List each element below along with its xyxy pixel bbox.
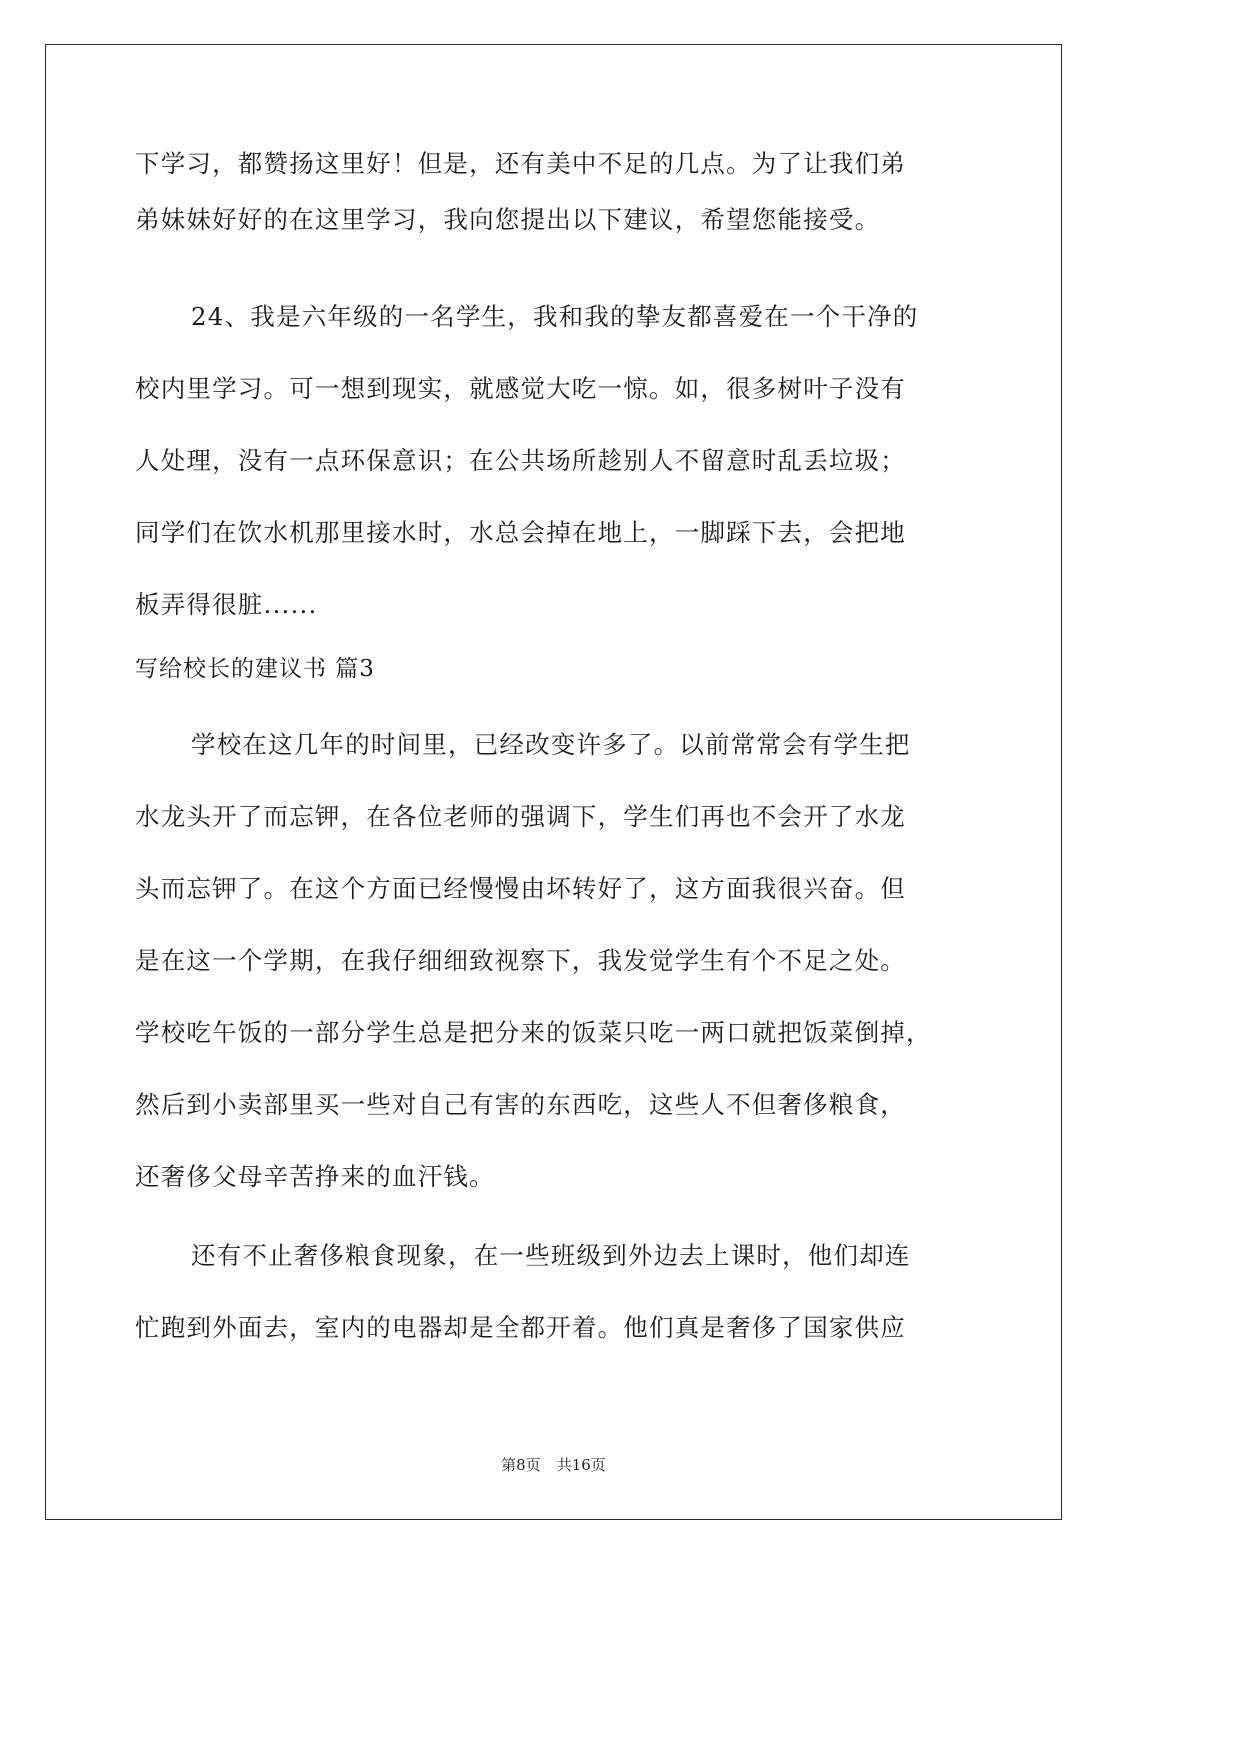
paragraph-line: 24、我是六年级的一名学生，我和我的挚友都喜爱在一个干净的 xyxy=(191,302,919,331)
paragraph-line: 同学们在饮水机那里接水时，水总会掉在地上，一脚踩下去，会把地 xyxy=(135,518,906,547)
paragraph-line: 学校吃午饭的一部分学生总是把分来的饭菜只吃一两口就把饭菜倒掉， xyxy=(135,1018,932,1047)
page-footer xyxy=(0,1454,1107,1475)
section-heading: 写给校长的建议书 篇3 xyxy=(135,656,375,682)
paragraph-line: 然后到小卖部里买一些对自己有害的东西吃，这些人不但奢侈粮食， xyxy=(135,1090,906,1119)
paragraph-line: 弟妹妹好好的在这里学习，我向您提出以下建议，希望您能接受。 xyxy=(135,205,881,234)
paragraph-line: 是在这一个学期，在我仔细细致视察下，我发觉学生有个不足之处。 xyxy=(135,946,906,975)
paragraph-line: 学校在这几年的时间里，已经改变许多了。以前常常会有学生把 xyxy=(191,730,911,759)
page-total: 共16页 xyxy=(556,1456,606,1474)
paragraph-line: 下学习，都赞扬这里好！但是，还有美中不足的几点。为了让我们弟 xyxy=(135,149,906,178)
page-number: 第8页 xyxy=(501,1456,541,1474)
paragraph-line: 板弄得很脏...... xyxy=(135,590,318,619)
paragraph-line: 水龙头开了而忘钾，在各位老师的强调下，学生们再也不会开了水龙 xyxy=(135,802,906,831)
paragraph-line: 头而忘钾了。在这个方面已经慢慢由坏转好了，这方面我很兴奋。但 xyxy=(135,874,906,903)
paragraph-line: 还有不止奢侈粮食现象，在一些班级到外边去上课时，他们却连 xyxy=(191,1241,911,1270)
paragraph-line: 校内里学习。可一想到现实，就感觉大吃一惊。如，很多树叶子没有 xyxy=(135,374,906,403)
paragraph-line: 人处理，没有一点环保意识；在公共场所趁别人不留意时乱丢垃圾； xyxy=(135,446,906,475)
paragraph-line: 还奢侈父母辛苦挣来的血汗钱。 xyxy=(135,1162,495,1191)
paragraph-line: 忙跑到外面去，室内的电器却是全都开着。他们真是奢侈了国家供应 xyxy=(135,1313,906,1342)
page-border xyxy=(45,44,1062,1520)
